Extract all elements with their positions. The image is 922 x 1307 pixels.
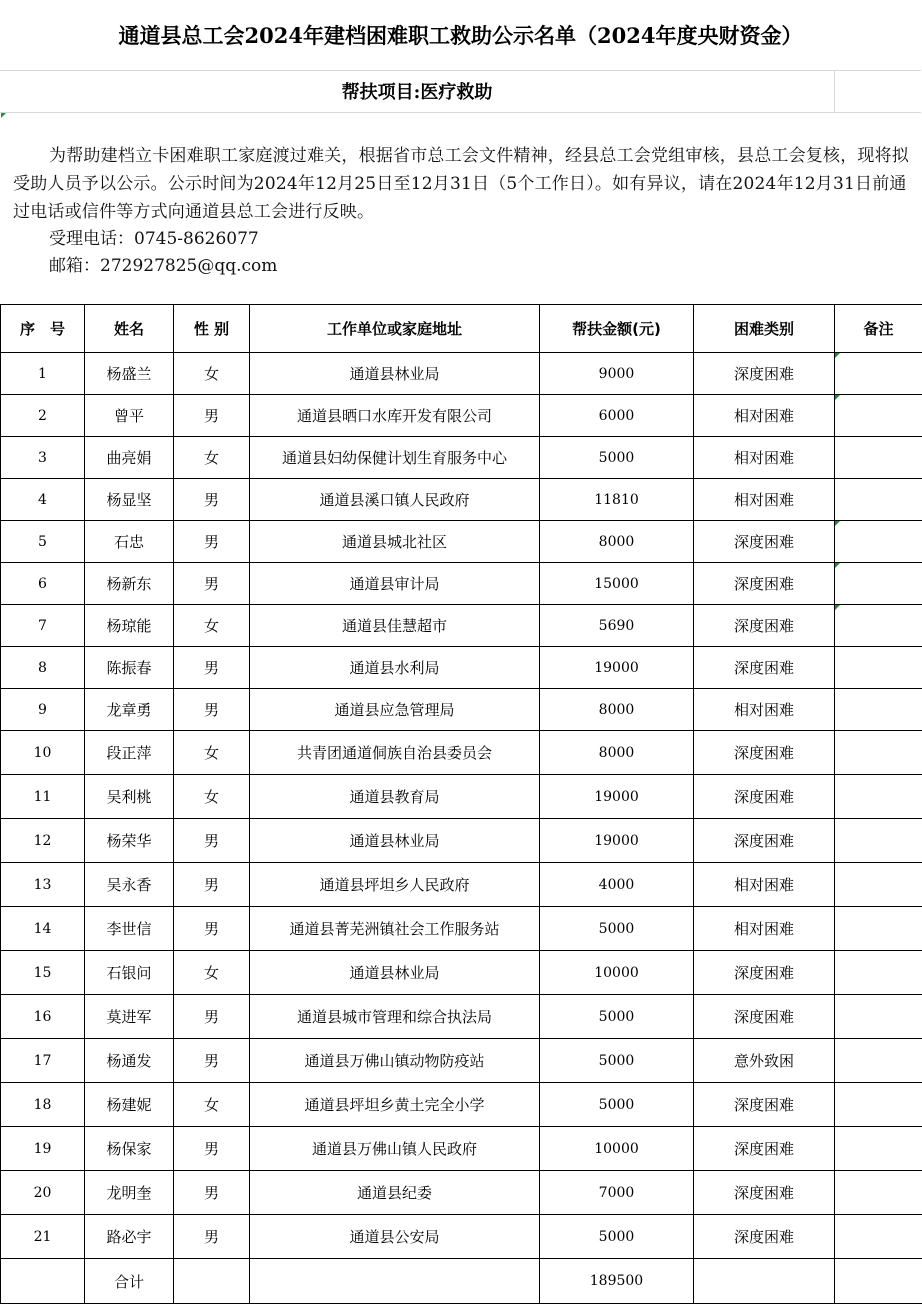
cell-category: 相对困难 [694, 395, 835, 437]
cell-no: 21 [1, 1215, 85, 1259]
notice-phone: 受理电话：0745-8626077 [49, 229, 259, 249]
cell-gender: 男 [174, 395, 250, 437]
cell-remark [835, 1259, 922, 1304]
cell-unit: 通道县公安局 [250, 1215, 540, 1259]
cell-amount: 9000 [540, 353, 694, 395]
cell-amount: 4000 [540, 863, 694, 907]
cell-gender: 男 [174, 995, 250, 1039]
cell-name: 陈振春 [85, 647, 174, 689]
cell-category: 深度困难 [694, 1171, 835, 1215]
cell-category: 相对困难 [694, 437, 835, 479]
cell-gender: 女 [174, 605, 250, 647]
cell-amount: 5000 [540, 1039, 694, 1083]
table-row [1, 907, 922, 951]
cell-remark [835, 819, 922, 863]
cell-name: 路必宇 [85, 1215, 174, 1259]
cell-amount: 5000 [540, 437, 694, 479]
cell-category: 深度困难 [694, 819, 835, 863]
cell-gender: 男 [174, 1127, 250, 1171]
cell-remark [835, 1171, 922, 1215]
recipient-table [0, 304, 922, 1304]
cell-gender: 男 [174, 689, 250, 731]
cell-unit: 通道县林业局 [250, 353, 540, 395]
cell-gender: 女 [174, 731, 250, 775]
project-label: 帮扶项目:医疗救助 [341, 82, 493, 103]
cell-amount: 5000 [540, 1083, 694, 1127]
cell-category: 深度困难 [694, 521, 835, 563]
table-row [1, 1171, 922, 1215]
cell-category: 深度困难 [694, 605, 835, 647]
cell-name: 石银问 [85, 951, 174, 995]
table-row [1, 863, 922, 907]
cell-remark [835, 995, 922, 1039]
table-row [1, 775, 922, 819]
header-unit: 工作单位或家庭地址 [250, 305, 540, 353]
table-row [1, 1039, 922, 1083]
cell-name: 杨建妮 [85, 1083, 174, 1127]
cell-remark [835, 775, 922, 819]
cell-category: 深度困难 [694, 647, 835, 689]
cell-comment-marker [835, 605, 840, 610]
cell-comment-marker [835, 353, 840, 358]
cell-gender: 男 [174, 1215, 250, 1259]
cell-name: 吴永香 [85, 863, 174, 907]
cell-name: 吴利桃 [85, 775, 174, 819]
cell-category [694, 1259, 835, 1304]
cell-amount: 10000 [540, 1127, 694, 1171]
cell-unit: 通道县万佛山镇人民政府 [250, 1127, 540, 1171]
cell-category: 深度困难 [694, 951, 835, 995]
cell-remark [835, 1127, 922, 1171]
cell-unit: 通道县佳慧超市 [250, 605, 540, 647]
cell-remark [835, 647, 922, 689]
total-label: 合计 [85, 1259, 174, 1304]
cell-gender: 男 [174, 819, 250, 863]
cell-remark [835, 907, 922, 951]
cell-amount: 5000 [540, 1215, 694, 1259]
cell-name: 杨琼能 [85, 605, 174, 647]
header-no: 序 号 [1, 305, 85, 353]
cell-name: 李世信 [85, 907, 174, 951]
cell-unit: 通道县万佛山镇动物防疫站 [250, 1039, 540, 1083]
cell-unit: 通道县坪坦乡人民政府 [250, 863, 540, 907]
cell-name: 杨通发 [85, 1039, 174, 1083]
cell-unit: 通道县妇幼保健计划生育服务中心 [250, 437, 540, 479]
cell-no: 5 [1, 521, 85, 563]
cell-unit: 通道县审计局 [250, 563, 540, 605]
cell-no: 19 [1, 1127, 85, 1171]
cell-remark [835, 731, 922, 775]
cell-amount: 5000 [540, 907, 694, 951]
cell-gender: 男 [174, 479, 250, 521]
cell-category: 深度困难 [694, 731, 835, 775]
cell-no: 15 [1, 951, 85, 995]
cell-no: 12 [1, 819, 85, 863]
cell-amount: 8000 [540, 689, 694, 731]
cell-no: 18 [1, 1083, 85, 1127]
header-amount: 帮扶金额(元) [540, 305, 694, 353]
cell-category: 深度困难 [694, 1215, 835, 1259]
cell-remark [835, 563, 922, 605]
cell-unit: 通道县林业局 [250, 951, 540, 995]
cell-remark [835, 1039, 922, 1083]
cell-unit: 通道县溪口镇人民政府 [250, 479, 540, 521]
cell-category: 深度困难 [694, 775, 835, 819]
table-row [1, 437, 922, 479]
table-row [1, 563, 922, 605]
table-row [1, 479, 922, 521]
cell-no: 20 [1, 1171, 85, 1215]
cell-remark [835, 521, 922, 563]
table-row [1, 1083, 922, 1127]
cell-gender: 男 [174, 563, 250, 605]
cell-gender: 男 [174, 863, 250, 907]
cell-name: 曾平 [85, 395, 174, 437]
cell-category: 相对困难 [694, 863, 835, 907]
cell-gender [174, 1259, 250, 1304]
cell-no: 10 [1, 731, 85, 775]
header-category: 困难类别 [694, 305, 835, 353]
cell-unit: 通道县应急管理局 [250, 689, 540, 731]
cell-amount: 5690 [540, 605, 694, 647]
cell-unit: 通道县城市管理和综合执法局 [250, 995, 540, 1039]
cell-amount: 11810 [540, 479, 694, 521]
cell-remark [835, 863, 922, 907]
table-header-row [1, 305, 922, 353]
cell-gender: 男 [174, 647, 250, 689]
project-row [0, 70, 921, 113]
table-row [1, 731, 922, 775]
cell-remark [835, 1215, 922, 1259]
table-total-row [1, 1259, 922, 1304]
cell-no: 4 [1, 479, 85, 521]
cell-amount: 8000 [540, 521, 694, 563]
cell-gender: 女 [174, 437, 250, 479]
cell-no: 1 [1, 353, 85, 395]
cell-category: 深度困难 [694, 1127, 835, 1171]
cell-remark [835, 353, 922, 395]
cell-amount: 8000 [540, 731, 694, 775]
cell-gender: 男 [174, 1171, 250, 1215]
cell-gender: 男 [174, 907, 250, 951]
cell-unit [250, 1259, 540, 1304]
cell-name: 杨新东 [85, 563, 174, 605]
cell-comment-marker [835, 395, 840, 400]
table-row [1, 951, 922, 995]
cell-no: 13 [1, 863, 85, 907]
table-row [1, 605, 922, 647]
cell-category: 相对困难 [694, 479, 835, 521]
cell-unit: 通道县教育局 [250, 775, 540, 819]
cell-amount: 19000 [540, 647, 694, 689]
cell-amount: 19000 [540, 819, 694, 863]
cell-remark [835, 605, 922, 647]
cell-unit: 通道县菁芜洲镇社会工作服务站 [250, 907, 540, 951]
cell-remark [835, 395, 922, 437]
cell-amount: 10000 [540, 951, 694, 995]
cell-unit: 通道县水利局 [250, 647, 540, 689]
table-row [1, 995, 922, 1039]
cell-gender: 男 [174, 521, 250, 563]
header-remark: 备注 [835, 305, 922, 353]
cell-no: 14 [1, 907, 85, 951]
cell-name: 杨荣华 [85, 819, 174, 863]
table-row [1, 819, 922, 863]
cell-category: 意外致困 [694, 1039, 835, 1083]
notice-paragraph: 为帮助建档立卡困难职工家庭渡过难关，根据省市总工会文件精神，经县总工会党组审核，县总工会复核，现将拟受助人员予以公示。公示时间为2024年12月25日至12月31日（5个工作日）。如有异议，请在2024年12月31日前通过电话或信件等方式向通道县总工会进行反映。 [13, 146, 909, 222]
cell-remark [835, 689, 922, 731]
cell-no [1, 1259, 85, 1304]
cell-category: 深度困难 [694, 1083, 835, 1127]
cell-amount: 7000 [540, 1171, 694, 1215]
cell-no: 3 [1, 437, 85, 479]
table-row [1, 689, 922, 731]
cell-no: 8 [1, 647, 85, 689]
cell-amount: 19000 [540, 775, 694, 819]
table-row [1, 521, 922, 563]
cell-name: 曲亮娟 [85, 437, 174, 479]
cell-remark [835, 437, 922, 479]
cell-no: 9 [1, 689, 85, 731]
cell-unit: 通道县城北社区 [250, 521, 540, 563]
cell-category: 深度困难 [694, 563, 835, 605]
cell-category: 相对困难 [694, 907, 835, 951]
header-name: 姓名 [85, 305, 174, 353]
table-row [1, 395, 922, 437]
cell-name: 石忠 [85, 521, 174, 563]
cell-gender: 女 [174, 951, 250, 995]
cell-amount: 5000 [540, 995, 694, 1039]
cell-remark [835, 479, 922, 521]
notice-email: 邮箱：272927825@qq.com [49, 256, 278, 276]
table-row [1, 1127, 922, 1171]
cell-no: 16 [1, 995, 85, 1039]
cell-gender: 女 [174, 775, 250, 819]
cell-unit: 通道县林业局 [250, 819, 540, 863]
total-amount: 189500 [540, 1259, 694, 1304]
cell-remark [835, 1083, 922, 1127]
cell-no: 6 [1, 563, 85, 605]
cell-amount: 6000 [540, 395, 694, 437]
document-title: 通道县总工会2024年建档困难职工救助公示名单（2024年度央财资金） [118, 23, 803, 48]
cell-comment-marker [835, 563, 840, 568]
cell-unit: 共青团通道侗族自治县委员会 [250, 731, 540, 775]
cell-unit: 通道县晒口水库开发有限公司 [250, 395, 540, 437]
cell-amount: 15000 [540, 563, 694, 605]
cell-name: 龙明奎 [85, 1171, 174, 1215]
cell-no: 11 [1, 775, 85, 819]
cell-name: 杨盛兰 [85, 353, 174, 395]
notice-block [0, 112, 921, 304]
cell-gender: 女 [174, 353, 250, 395]
cell-name: 龙章勇 [85, 689, 174, 731]
cell-name: 莫进军 [85, 995, 174, 1039]
title-row [0, 0, 921, 71]
cell-gender: 女 [174, 1083, 250, 1127]
cell-category: 深度困难 [694, 995, 835, 1039]
cell-unit: 通道县纪委 [250, 1171, 540, 1215]
cell-no: 7 [1, 605, 85, 647]
cell-unit: 通道县坪坦乡黄土完全小学 [250, 1083, 540, 1127]
cell-remark [835, 951, 922, 995]
cell-name: 段正萍 [85, 731, 174, 775]
table-row [1, 353, 922, 395]
cell-category: 相对困难 [694, 689, 835, 731]
cell-comment-marker [835, 521, 840, 526]
cell-name: 杨保家 [85, 1127, 174, 1171]
cell-no: 2 [1, 395, 85, 437]
cell-divider [834, 70, 835, 112]
cell-gender: 男 [174, 1039, 250, 1083]
cell-name: 杨显坚 [85, 479, 174, 521]
table-row [1, 1215, 922, 1259]
table-row [1, 647, 922, 689]
header-gender: 性 别 [174, 305, 250, 353]
cell-no: 17 [1, 1039, 85, 1083]
cell-category: 深度困难 [694, 353, 835, 395]
